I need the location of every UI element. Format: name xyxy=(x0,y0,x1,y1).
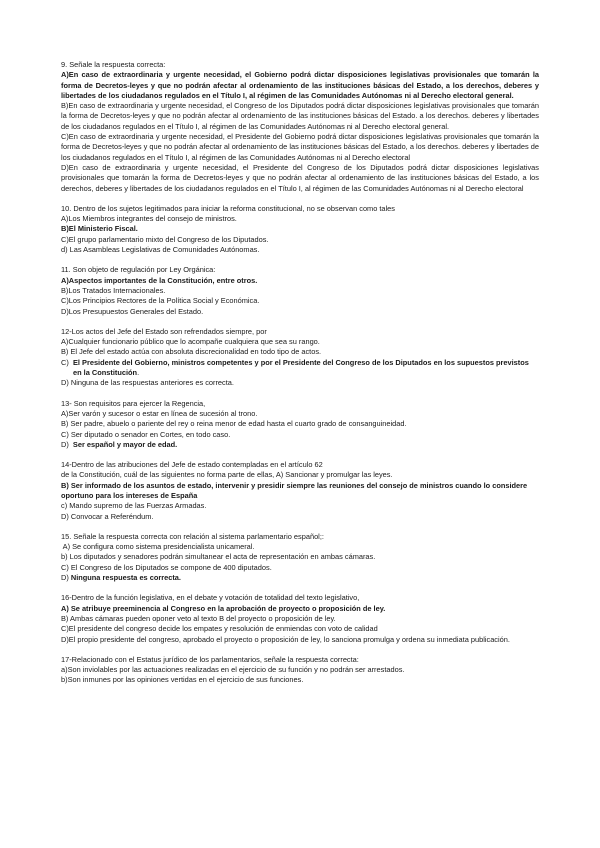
question-12-option-c xyxy=(61,358,539,379)
question-17-stem: 17-Relacionado con el Estatus jurídico de los parlamentarios, señale la respuesta correcta: xyxy=(61,654,359,664)
question-15 xyxy=(61,532,539,583)
question-13-option-a: A)Ser varón y sucesor o estar en línea de sucesión al trono. xyxy=(61,408,258,418)
question-14-stem-line2: de la Constitución, cuál de las siguientes no forma parte de ellas, A) Sancionar y promulgar las leyes. xyxy=(61,470,393,480)
question-10-option-b: B)El Ministerio Fiscal. xyxy=(61,224,138,234)
question-9-option-b: B)En caso de extraordinaria y urgente necesidad, el Congreso de los Diputados podrá dictar disposiciones legislativas provisionales que tomarán la forma de Decretos-leyes y que no podrán afectar al ordenamiento de las instituciones básicas del Estado. a los derechos. deberes y libertades de los ciudadanos regulados en el Título I, al régimen de las Comunidades Autónomas ni al Derecho electoral general. xyxy=(61,101,539,131)
question-13-option-b: B) Ser padre, abuelo o pariente del rey o reina menor de edad hasta el cuarto grado de consanguineidad. xyxy=(61,419,407,429)
question-12 xyxy=(61,327,539,389)
question-12-option-c-bold: El Presidente del Gobierno, ministros competentes y por el Presidente del Congreso de los Diputados en los supuestos previstos en la Constitución xyxy=(73,357,529,378)
question-9-stem: 9. Señale la respuesta correcta: xyxy=(61,60,166,69)
question-17-option-b: b)Son inmunes por las opiniones vertidas en el ejercicio de sus funciones. xyxy=(61,675,304,685)
question-14-option-d: D) Convocar a Referéndum. xyxy=(61,511,154,521)
question-11-option-d: D)Los Presupuestos Generales del Estado. xyxy=(61,306,204,316)
question-13-option-d-letter: D) xyxy=(61,439,73,449)
question-14-option-c: c) Mando supremo de las Fuerzas Armadas. xyxy=(61,501,207,511)
question-12-stem: 12-Los actos del Jefe del Estado son refrendados siempre, por xyxy=(61,326,267,336)
question-11-option-b: B)Los Tratados Internacionales. xyxy=(61,285,166,295)
question-12-option-b: B) El Jefe del estado actúa con absoluta discrecionalidad en todo tipo de actos. xyxy=(61,347,322,357)
question-14 xyxy=(61,460,539,522)
question-10-option-d: d) Las Asambleas Legislativas de Comunidades Autónomas. xyxy=(61,245,260,255)
question-13-option-c: C) Ser diputado o senador en Cortes, en todo caso. xyxy=(61,429,231,439)
exam-page xyxy=(61,60,539,696)
question-17-option-a: a)Son inviolables por las actuaciones realizadas en el ejercicio de su función y no podrán ser arrestados. xyxy=(61,665,405,675)
question-16-option-a: A) Se atribuye preeminencia al Congreso en la aprobación de proyecto o proposición de ley. xyxy=(61,603,386,613)
question-13-stem: 13- Son requisitos para ejercer la Regencia, xyxy=(61,398,206,408)
question-12-option-c-text xyxy=(73,358,539,379)
question-9 xyxy=(61,60,539,194)
question-10-stem: 10. Dentro de los sujetos legitimados para iniciar la reforma constitucional, no se observan como tales xyxy=(61,203,395,213)
question-10-option-a: A)Los Miembros integrantes del consejo de ministros. xyxy=(61,214,237,224)
question-9-option-c: C)En caso de extraordinaria y urgente necesidad, el Presidente del Gobierno podrá dictar disposiciones legislativas provisionales que tomarán la forma de Decretos-leyes y que no podrán afectar al ordenamiento de las instituciones básicas del Estado, a los derechos. deberes y libertades de los ciudadanos regulados en el Título I, al régimen de las Comunidades Autónomas ni al Derecho electoral xyxy=(61,132,539,162)
question-16 xyxy=(61,593,539,644)
question-9-option-a: A)En caso de extraordinaria y urgente necesidad, el Gobierno podrá dictar disposiciones legislativas provisionales que tomarán la forma de Decretos-leyes y que no podrán afectar al ordenamiento de las instituciones básicas del Estado, a los derechos, deberes y libertades de los ciudadanos regulados en el Título I, al régimen de las Comunidades Autónomas ni al Derecho electoral general. xyxy=(61,70,539,100)
question-14-stem-line1: 14-Dentro de las atribuciones del Jefe de estado contempladas en el artículo 62 xyxy=(61,460,323,470)
question-15-option-c: C) El Congreso de los Diputados se compone de 400 diputados. xyxy=(61,562,272,572)
question-16-option-d: D)El propio presidente del congreso, aprobado el proyecto o proposición de ley, lo sanciona promulga y ordena su inmediata publicación. xyxy=(61,634,510,644)
question-12-option-d: D) Ninguna de las respuestas anteriores es correcta. xyxy=(61,378,234,388)
question-12-option-c-letter: C) xyxy=(61,357,69,367)
question-15-option-d-letter: D) xyxy=(61,573,71,583)
question-11-stem: 11. Son objeto de regulación por Ley Orgánica: xyxy=(61,265,216,275)
question-15-option-b: b) Los diputados y senadores podrán simultanear el acta de representación en ambas cámaras. xyxy=(61,552,376,562)
question-16-option-c: C)El presidente del congreso decide los empates y resolución de enmiendas con voto de calidad xyxy=(61,624,378,634)
question-9-option-d: D)En caso de extraordinaria y urgente necesidad, el Presidente del Congreso de los Diputados podrá dictar disposiciones legislativas provisionales que tomarán la forma de Decretos-leyes y que no podrán afectar al ordenamiento de las instituciones básicas del Estado, a los derechos, deberes y libertades de los ciudadanos regulados en el Título I, al régimen de las Comunidades Autónomas ni al Derecho electoral xyxy=(61,162,539,193)
question-12-option-c-end: . xyxy=(137,368,140,378)
question-15-option-a: A) Se configura como sistema presidencialista unicameral. xyxy=(61,542,255,552)
question-16-stem: 16-Dentro de la función legislativa, en el debate y votación de totalidad del texto legislativo, xyxy=(61,593,360,603)
question-13-option-d xyxy=(61,440,539,450)
question-12-option-a: A)Cualquier funcionario público que lo acompañe cualquiera que sea su rango. xyxy=(61,337,320,347)
question-10-option-c: C)El grupo parlamentario mixto del Congreso de los Diputados. xyxy=(61,234,269,244)
question-11 xyxy=(61,265,539,316)
question-17 xyxy=(61,655,539,686)
question-14-option-b: B) Ser informado de los asuntos de estado, intervenir y presidir siempre las reuniones del consejo de ministros cuando lo considere oportuno para los intereses de España xyxy=(61,480,528,500)
question-16-option-b: B) Ambas cámaras pueden oponer veto al texto B del proyecto o proposición de ley. xyxy=(61,613,336,623)
question-15-option-d-bold: Ninguna respuesta es correcta. xyxy=(70,573,181,583)
question-11-option-c: C)Los Principios Rectores de la Política Social y Económica. xyxy=(61,296,260,306)
question-13-option-d-bold: Ser español y mayor de edad. xyxy=(72,439,178,449)
question-15-stem: 15. Señale la respuesta correcta con relación al sistema parlamentario español;: xyxy=(61,531,324,541)
question-15-option-d xyxy=(61,573,539,583)
question-13 xyxy=(61,399,539,450)
question-10 xyxy=(61,204,539,255)
question-11-option-a: A)Aspectos importantes de la Constitución, entre otros. xyxy=(61,275,258,285)
